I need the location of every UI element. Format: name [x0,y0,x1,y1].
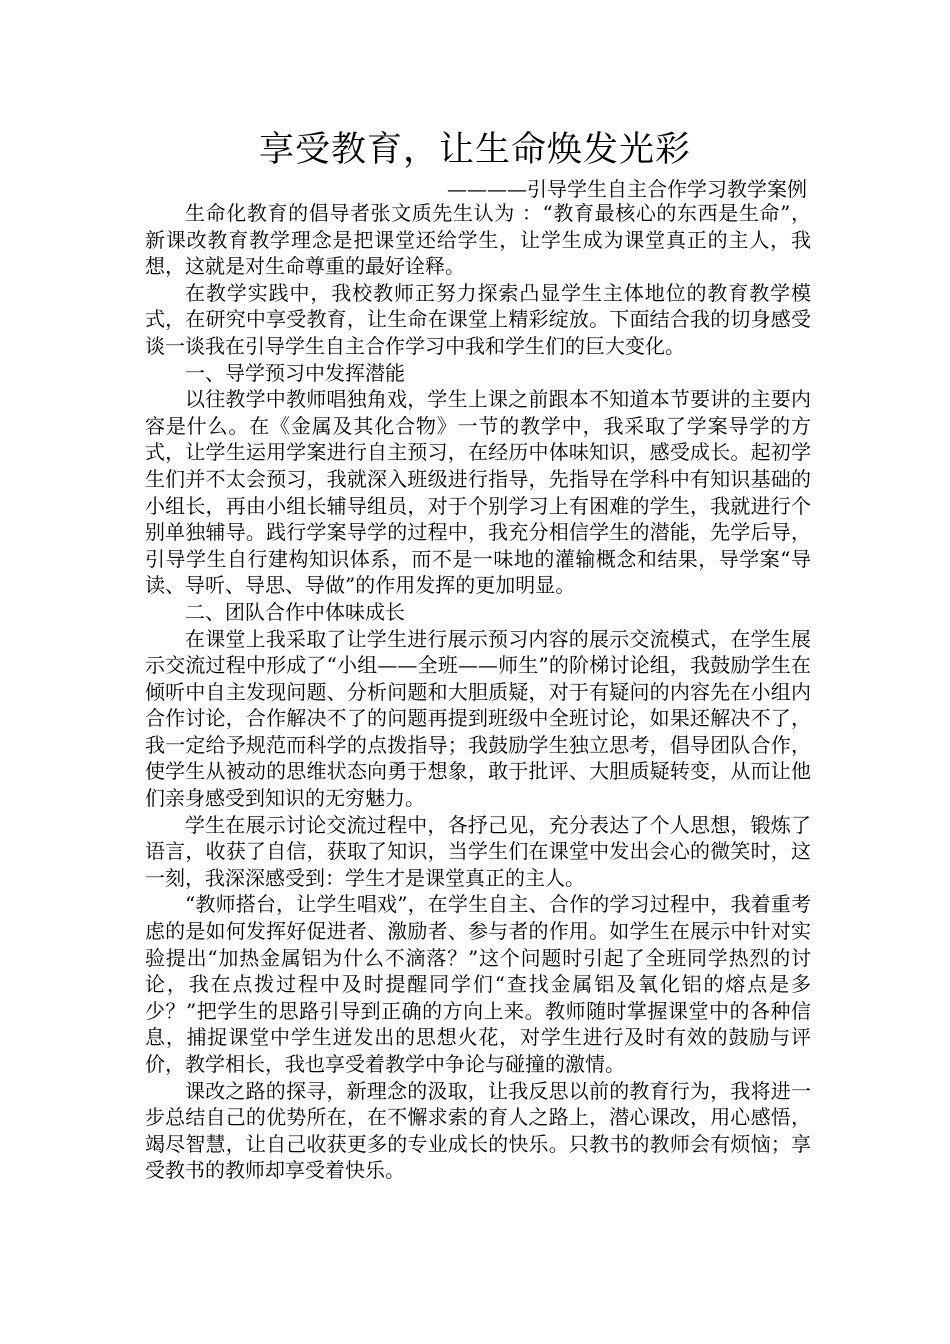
paragraph: 在课堂上我采取了让学生进行展示预习内容的展示交流模式，在学生展示交流过程中形成了“小组——全班——师生”的阶梯讨论组，我鼓励学生在倾听中自主发现问题、分析问题和大胆质疑，对于有疑问的内容先在小组内合作讨论，合作解决不了的问题再提到班级中全班讨论，如果还解决不了，我一定给予规范而科学的点拨指导；我鼓励学生独立思考，倡导团队合作，使学生从被动的思维状态向勇于想象，敢于批评、大胆质疑转变，从而让他们亲身感受到知识的无穷魅力。 [145,626,811,811]
document-body [145,200,811,1184]
document-subtitle: ————引导学生自主合作学习教学案例 [447,177,807,201]
paragraph: 课改之路的探寻，新理念的汲取，让我反思以前的教育行为，我将进一步总结自己的优势所在，在不懈求索的育人之路上，潜心课改，用心感悟，竭尽智慧，让自己收获更多的专业成长的快乐。只教书的教师会有烦恼；享受教书的教师却享受着快乐。 [145,1078,811,1183]
paragraph: 以往教学中教师唱独角戏，学生上课之前跟本不知道本节要讲的主要内容是什么。在《金属及其化合物》一节的教学中，我采取了学案导学的方式，让学生运用学案进行自主预习，在经历中体味知识，感受成长。起初学生们并不太会预习，我就深入班级进行指导，先指导在学科中有知识基础的小组长，再由小组长辅导组员，对于个别学习上有困难的学生，我就进行个别单独辅导。践行学案导学的过程中，我充分相信学生的潜能，先学后导，引导学生自行建构知识体系，而不是一味地的灌输概念和结果，导学案“导读、导听、导思、导做”的作用发挥的更加明显。 [145,387,811,598]
section-heading: 二、团队合作中体味成长 [185,599,405,624]
document-title: 享受教育，让生命焕发光彩 [258,130,691,170]
section-heading: 一、导学预习中发挥潜能 [185,360,405,385]
paragraph: 生命化教育的倡导者张文质先生认为 ：“教育最核心的东西是生命”，新课改教育教学理念是把课堂还给学生，让学生成为课堂真正的主人，我想，这就是对生命尊重的最好诠释。 [145,201,811,279]
paragraph: “教师搭台，让学生唱戏”，在学生自主、合作的学习过程中，我着重考虑的是如何发挥好促进者、激励者、参与者的作用。如学生在展示中针对实验提出“加热金属铝为什么不滴落？”这个问题时引起了全班同学热烈的讨论，我在点拨过程中及时提醒同学们“查找金属铝及氧化铝的熔点是多少？”把学生的思路引导到正确的方向上来。教师随时掌握课堂中的各种信息，捕捉课堂中学生迸发出的思想火花，对学生进行及时有效的鼓励与评价，教学相长，我也享受着教学中争论与碰撞的激情。 [145,892,811,1076]
paragraph: 学生在展示讨论交流过程中，各抒己见，充分表达了个人思想，锻炼了语言，收获了自信，获取了知识，当学生们在课堂中发出会心的微笑时，这一刻，我深深感受到：学生才是课堂真正的主人。 [145,812,811,890]
paragraph: 在教学实践中，我校教师正努力探索凸显学生主体地位的教育教学模式，在研究中享受教育，让生命在课堂上精彩绽放。下面结合我的切身感受谈一谈我在引导学生自主合作学习中我和学生们的巨大变化。 [145,280,811,358]
